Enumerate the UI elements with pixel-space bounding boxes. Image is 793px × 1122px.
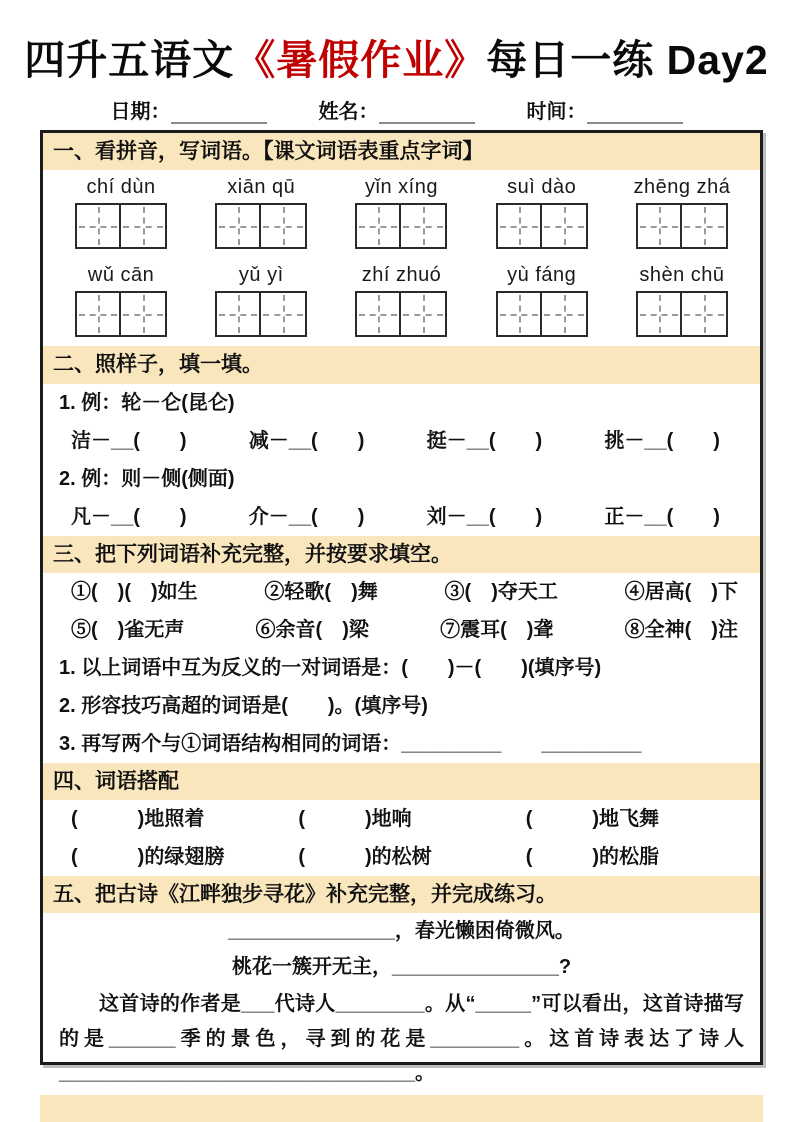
example-line: 2. 例：则－侧(侧面) — [59, 467, 235, 490]
info-line — [0, 95, 793, 124]
question-line: 1. 以上词语中互为反义的一对词语是：( )－( )(填序号) — [59, 656, 602, 679]
next-section-header-cutoff — [40, 1095, 763, 1122]
writing-cell — [217, 293, 261, 335]
writing-box — [75, 203, 167, 249]
idiom-item: ①( )( )如生 — [71, 580, 198, 603]
time-label: 时间： — [526, 101, 587, 123]
fill-blank-item: 凡－__( ) — [71, 505, 187, 528]
writing-cell — [121, 205, 165, 247]
idiom-item: ②轻歌( )舞 — [264, 580, 378, 603]
writing-cell — [401, 205, 445, 247]
idiom-item: ④居高( )下 — [624, 580, 738, 603]
writing-box — [215, 291, 307, 337]
date-blank-line — [171, 104, 267, 124]
title-suffix-text: 每日一练 Day2 — [486, 37, 769, 83]
pinyin-row-2 — [43, 258, 760, 287]
time-blank-line — [587, 104, 683, 124]
pinyin-row-1 — [43, 170, 760, 199]
writing-cell — [682, 293, 726, 335]
question-line: 2. 形容技巧高超的词语是( )。(填序号) — [59, 694, 428, 717]
writing-cell — [261, 293, 305, 335]
pinyin-word: zhí zhuó — [361, 264, 442, 287]
writing-cell — [77, 293, 121, 335]
collocation-row — [43, 838, 760, 876]
name-label: 姓名： — [318, 101, 379, 123]
pinyin-word: xiān qū — [227, 176, 296, 199]
title-book-name: 《暑假作业》 — [234, 37, 487, 83]
writing-cell — [638, 205, 682, 247]
section-5-header: 五、把古诗《江畔独步寻花》补充完整，并完成练习。 — [43, 876, 760, 913]
writing-cell — [542, 205, 586, 247]
collocation-item: ( )地响 — [298, 808, 412, 830]
date-label: 日期： — [110, 101, 171, 123]
fill-blank-item: 洁－__( ) — [71, 429, 187, 452]
poem-analysis-paragraph: 这首诗的作者是___代诗人________。从“_____”可以看出，这首诗描写的是______季的景色，寻到的花是________。这首诗表达了诗人________________________________。 — [59, 993, 744, 1085]
writing-box — [636, 203, 728, 249]
writing-boxes-row-1 — [43, 199, 760, 258]
time-field — [527, 95, 683, 124]
fill-blank-item: 正－__( ) — [604, 505, 720, 528]
writing-box — [215, 203, 307, 249]
question-line: 3. 再写两个与①词语结构相同的词语：_________ _________ — [59, 732, 642, 755]
writing-cell — [682, 205, 726, 247]
date-field — [111, 95, 267, 124]
title-grade-text: 四升五语文 — [24, 37, 235, 83]
fill-blank-item: 刘－__( ) — [426, 505, 543, 528]
writing-box — [75, 291, 167, 337]
writing-cell — [498, 205, 542, 247]
writing-cell — [357, 205, 401, 247]
writing-box — [496, 203, 588, 249]
section-1-header: 一、看拼音，写词语。【课文词语表重点字词】 — [43, 133, 760, 170]
writing-cell — [638, 293, 682, 335]
pinyin-word: yù fáng — [507, 264, 577, 287]
poem-line-2: 桃花一簇开无主，_______________? — [231, 956, 572, 979]
section-2-header: 二、照样子，填一填。 — [43, 346, 760, 383]
collocation-item: ( )的松脂 — [525, 846, 660, 868]
fill-blank-row — [43, 498, 760, 536]
example-line: 1. 例：轮－仑(昆仑) — [59, 391, 235, 414]
writing-box — [355, 291, 447, 337]
writing-cell — [401, 293, 445, 335]
writing-cell — [217, 205, 261, 247]
writing-cell — [121, 293, 165, 335]
pinyin-word: suì dào — [507, 176, 577, 199]
section-3-header: 三、把下列词语补充完整，并按要求填空。 — [43, 536, 760, 573]
pinyin-word: yǐn xíng — [365, 176, 438, 199]
writing-box — [496, 291, 588, 337]
idiom-item: ③( )夺天工 — [444, 580, 558, 603]
writing-box — [355, 203, 447, 249]
idiom-item: ⑦震耳( )聋 — [440, 618, 554, 641]
section-4-header: 四、词语搭配 — [43, 763, 760, 800]
fill-blank-item: 介－__( ) — [248, 505, 365, 528]
poem-line-1: _______________，春光懒困倚微风。 — [228, 920, 575, 943]
writing-cell — [261, 205, 305, 247]
name-blank-line — [379, 104, 475, 124]
fill-blank-item: 挑－__( ) — [604, 429, 720, 452]
idiom-item: ⑤( )雀无声 — [71, 618, 185, 641]
fill-blank-row — [43, 422, 760, 460]
collocation-item: ( )地飞舞 — [525, 808, 660, 830]
idiom-item: ⑧全神( )注 — [624, 618, 738, 641]
idiom-row — [43, 573, 760, 611]
writing-cell — [77, 205, 121, 247]
pinyin-word: yǔ yì — [238, 264, 284, 287]
fill-blank-item: 减－__( ) — [248, 429, 365, 452]
writing-boxes-row-2 — [43, 287, 760, 346]
collocation-row — [43, 800, 760, 838]
name-field — [319, 95, 475, 124]
writing-cell — [542, 293, 586, 335]
page-title — [0, 0, 793, 86]
writing-box — [636, 291, 728, 337]
collocation-item: ( )地照着 — [71, 808, 205, 830]
idiom-item: ⑥余音( )梁 — [255, 618, 369, 641]
collocation-item: ( )的绿翅膀 — [71, 846, 225, 868]
pinyin-word: wǔ cān — [87, 264, 155, 287]
pinyin-word: shèn chū — [639, 264, 725, 287]
pinyin-word: zhēng zhá — [633, 176, 731, 199]
worksheet-main-box — [40, 130, 763, 1085]
idiom-row — [43, 611, 760, 649]
writing-cell — [357, 293, 401, 335]
fill-blank-item: 挺－__( ) — [426, 429, 543, 452]
collocation-item: ( )的松树 — [298, 846, 432, 868]
pinyin-word: chí dùn — [86, 176, 156, 199]
writing-cell — [498, 293, 542, 335]
